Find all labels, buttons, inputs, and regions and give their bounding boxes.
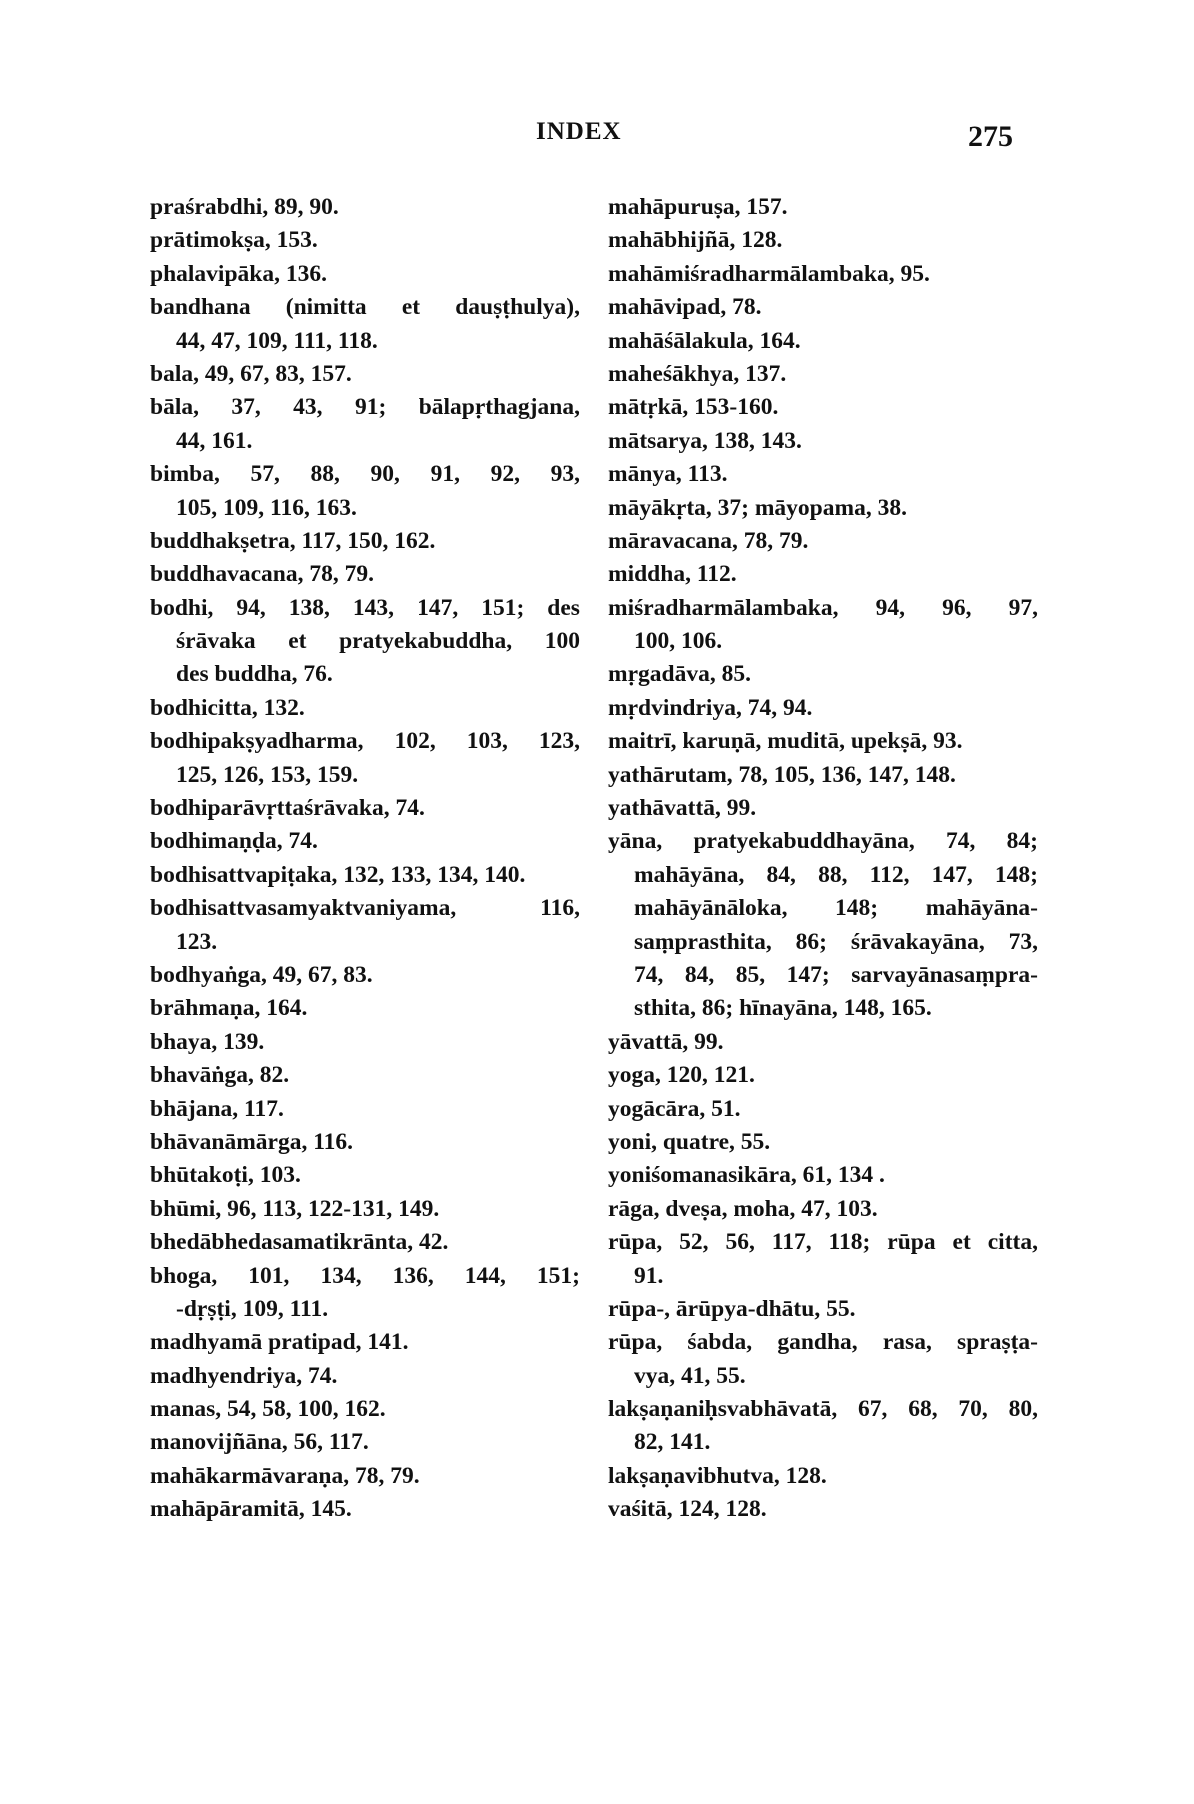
index-entry: rūpa-, ārūpya-dhātu, 55. [608,1295,856,1322]
index-entry: mahāśālakula, 164. [608,327,801,354]
index-entry: mahākarmāvaraṇa, 78, 79. [150,1462,420,1489]
index-entry: bhaya, 139. [150,1028,265,1055]
index-entry: mānya, 113. [608,461,728,488]
index-entry: lakṣaṇavibhutva, 128. [608,1462,827,1489]
index-entry: mātṛkā, 153-160. [608,394,779,421]
index-entry: bodhisattvapiṭaka, 132, 133, 134, 140. [150,861,526,888]
index-entry: mahāvipad, 78. [608,294,762,321]
index-entry: lakṣaṇaniḥsvabhāvatā, 67, 68, 70, 80, [608,1396,1038,1423]
index-entry: bhedābhedasamatikrānta, 42. [150,1229,449,1256]
index-entry-continuation: sthita, 86; hīnayāna, 148, 165. [634,995,932,1022]
index-entry: phalavipāka, 136. [150,260,327,287]
index-entry: bandhana (nimitta et dauṣṭhulya), [150,294,580,321]
index-entry-continuation: śrāvaka et pratyekabuddha, 100 [176,628,580,655]
index-column-left [150,191,580,1527]
index-entry: rūpa, śabda, gandha, rasa, spraṣṭa- [608,1329,1038,1356]
index-entry: yāna, pratyekabuddhayāna, 74, 84; [608,828,1038,855]
index-entry: māyākṛta, 37; māyopama, 38. [608,494,907,521]
index-entry: bodhicitta, 132. [150,694,305,721]
index-entry: māravacana, 78, 79. [608,527,809,554]
index-entry-continuation: 91. [634,1262,664,1289]
index-entry-continuation: 100, 106. [634,628,723,655]
index-entry: madhyendriya, 74. [150,1362,338,1389]
index-entry-continuation: 123. [176,928,218,955]
index-entry: manas, 54, 58, 100, 162. [150,1396,386,1423]
index-entry: bodhisattvasamyaktvaniyama, 116, [150,895,580,922]
index-entry-continuation: 105, 109, 116, 163. [176,494,357,521]
index-column-right [608,191,1038,1527]
index-entry: bhoga, 101, 134, 136, 144, 151; [150,1262,580,1289]
index-entry: maheśākhya, 137. [608,360,787,387]
index-entry-continuation: -dṛṣṭi, 109, 111. [176,1295,329,1322]
index-entry: yoni, quatre, 55. [608,1128,771,1155]
index-entry: mṛdvindriya, 74, 94. [608,694,813,721]
index-entry: middha, 112. [608,561,737,588]
index-entry: miśradharmālambaka, 94, 96, 97, [608,594,1038,621]
index-entry: yoniśomanasikāra, 61, 134 . [608,1162,885,1189]
index-entry: vaśitā, 124, 128. [608,1496,767,1523]
index-entry-continuation: 125, 126, 153, 159. [176,761,359,788]
index-entry: yathārutam, 78, 105, 136, 147, 148. [608,761,956,788]
index-entry: bodhiparāvṛttaśrāvaka, 74. [150,795,425,822]
index-entry: bhūtakoṭi, 103. [150,1162,301,1189]
index-entry-continuation: mahāyānāloka, 148; mahāyāna- [634,895,1038,922]
index-entry: bhavāṅga, 82. [150,1062,290,1089]
index-entry: rūpa, 52, 56, 117, 118; rūpa et citta, [608,1229,1038,1256]
index-entry-continuation: 44, 161. [176,427,253,454]
index-entry: yathāvattā, 99. [608,795,757,822]
index-entry: buddhakṣetra, 117, 150, 162. [150,527,436,554]
index-entry: mahāpuruṣa, 157. [608,194,788,220]
index-entry: yogācāra, 51. [608,1095,741,1122]
index-entry: bhūmi, 96, 113, 122-131, 149. [150,1195,440,1222]
index-entry: bodhimaṇḍa, 74. [150,828,318,855]
index-entry-continuation: vya, 41, 55. [634,1362,746,1389]
index-entry: praśrabdhi, 89, 90. [150,194,339,220]
index-entry: bimba, 57, 88, 90, 91, 92, 93, [150,461,580,488]
index-entry: mahāmiśradharmālambaka, 95. [608,260,930,287]
index-entry: bhāvanāmārga, 116. [150,1128,354,1155]
page-number: 275 [968,120,1013,153]
page-title: INDEX [536,118,622,145]
page-header [0,118,1194,158]
index-entry-continuation: saṃprasthita, 86; śrāvakayāna, 73, [634,928,1038,955]
index-entry: bodhyaṅga, 49, 67, 83. [150,961,373,988]
index-entry: bodhi, 94, 138, 143, 147, 151; des [150,594,580,621]
index-entry: bodhipakṣyadharma, 102, 103, 123, [150,728,580,755]
index-entry: brāhmaṇa, 164. [150,995,308,1022]
index-entry: rāga, dveṣa, moha, 47, 103. [608,1195,878,1222]
index-entry-continuation: 44, 47, 109, 111, 118. [176,327,378,354]
index-entry: manovijñāna, 56, 117. [150,1429,369,1456]
index-entry: prātimokṣa, 153. [150,227,318,254]
index-entry: buddhavacana, 78, 79. [150,561,374,588]
index-entry-continuation: des buddha, 76. [176,661,333,688]
index-entry: bhājana, 117. [150,1095,284,1122]
index-entry: yoga, 120, 121. [608,1062,755,1089]
index-entry: maitrī, karuṇā, muditā, upekṣā, 93. [608,728,963,755]
index-entry: bala, 49, 67, 83, 157. [150,360,352,387]
index-entry-continuation: 74, 84, 85, 147; sarvayānasaṃpra- [634,961,1038,988]
index-entry: yāvattā, 99. [608,1028,724,1055]
index-entry: mṛgadāva, 85. [608,661,751,688]
index-entry-continuation: mahāyāna, 84, 88, 112, 147, 148; [634,861,1038,888]
index-entry: mahāpāramitā, 145. [150,1496,352,1523]
index-entry: mātsarya, 138, 143. [608,427,802,454]
index-entry: mahābhijñā, 128. [608,227,783,254]
index-entry: bāla, 37, 43, 91; bālapṛthagjana, [150,394,580,421]
index-entry: madhyamā pratipad, 141. [150,1329,409,1356]
index-entry-continuation: 82, 141. [634,1429,711,1456]
